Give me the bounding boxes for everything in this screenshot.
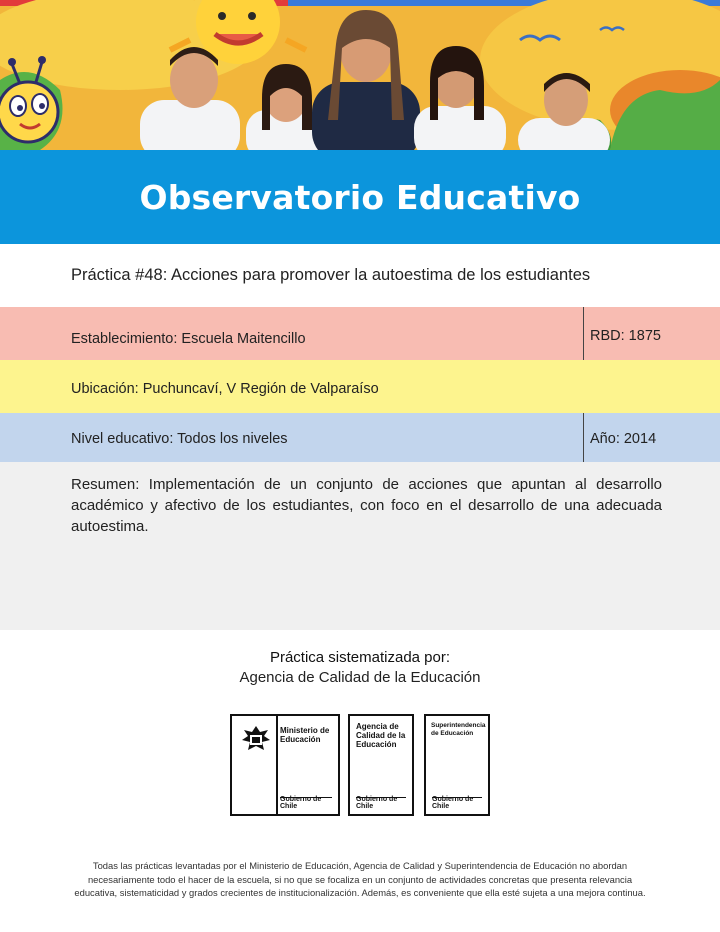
level-value: Todos los niveles [173, 431, 288, 447]
systematized-title: Práctica sistematizada por: [269, 649, 451, 666]
practice-separator: : [162, 266, 168, 284]
systematized-agency: Agencia de Calidad de la Educación [239, 669, 481, 686]
summary-paragraph [71, 474, 662, 537]
column-divider [583, 413, 584, 462]
mural-illustration [0, 0, 720, 150]
year-separator: : [615, 431, 620, 447]
location-row [0, 360, 720, 413]
practice-section [0, 244, 720, 306]
summary-text: Implementación de un conjunto de acciones que apuntan al desarrollo académico y afectivo de los estudiantes, con foco en el desarrollo de una adecuada autoestima. [71, 476, 662, 535]
year-label: Año [590, 431, 616, 447]
logo-superintendencia [424, 714, 490, 816]
location-value: Puchuncaví, V Región de Valparaíso [138, 381, 379, 397]
level-label: Nivel educativo [71, 431, 170, 447]
level-row [0, 413, 720, 462]
level-separator: : [169, 431, 174, 447]
page-title: Observatorio Educativo [139, 177, 581, 217]
rbd-label: RBD [590, 328, 621, 344]
level-field [71, 430, 288, 448]
footer-disclaimer: Todas las prácticas levantadas por el Ministerio de Educación, Agencia de Calidad y Superintendencia de Educación no abordan necesariamente todo el hacer de la escuela, si no que se focaliza en un conjunto de actividades concretas que presenta relevancia educativa, sistematicidad y grados crecientes de institucionalización. Además, es conveniente que ella esté sujeta a una mejora continua. [74, 860, 646, 898]
practice-line [71, 266, 590, 285]
rbd-separator: : [620, 328, 625, 344]
summary-section [0, 462, 720, 630]
logo-superintendencia-footer: Gobierno de Chile [432, 796, 474, 810]
logo-ministerio [230, 714, 340, 816]
establishment-label: Establecimiento [71, 331, 174, 347]
establishment-row [0, 307, 720, 360]
rbd-field [590, 327, 661, 345]
header-photo [0, 0, 720, 150]
logo-agencia-footer: Gobierno de Chile [356, 796, 398, 810]
coat-of-arms-icon [238, 724, 274, 754]
practice-title: Acciones para promover la autoestima de los estudiantes [167, 266, 591, 284]
rbd-value: 1875 [624, 328, 661, 344]
establishment-value: Escuela Maitencillo [177, 331, 306, 347]
practice-number: Práctica #48 [71, 266, 163, 284]
logo-agencia [348, 714, 414, 816]
location-label: Ubicación [71, 381, 135, 397]
logo-ministerio-footer: Gobierno de Chile [280, 796, 322, 810]
year-field [590, 430, 656, 448]
location-field [71, 380, 379, 398]
logo-ministerio-name: Ministerio de Educación [280, 726, 330, 744]
logo-agencia-name: Agencia de Calidad de la Educación [356, 722, 406, 749]
title-banner [0, 150, 720, 244]
year-value: 2014 [619, 431, 657, 447]
establishment-field [71, 330, 306, 348]
logo-divider [276, 716, 278, 814]
establishment-separator: : [173, 331, 178, 347]
column-divider [583, 307, 584, 360]
logo-superintendencia-name: Superintendencia de Educación [431, 722, 486, 737]
location-separator: : [134, 381, 139, 397]
summary-label: Resumen: [71, 476, 140, 493]
